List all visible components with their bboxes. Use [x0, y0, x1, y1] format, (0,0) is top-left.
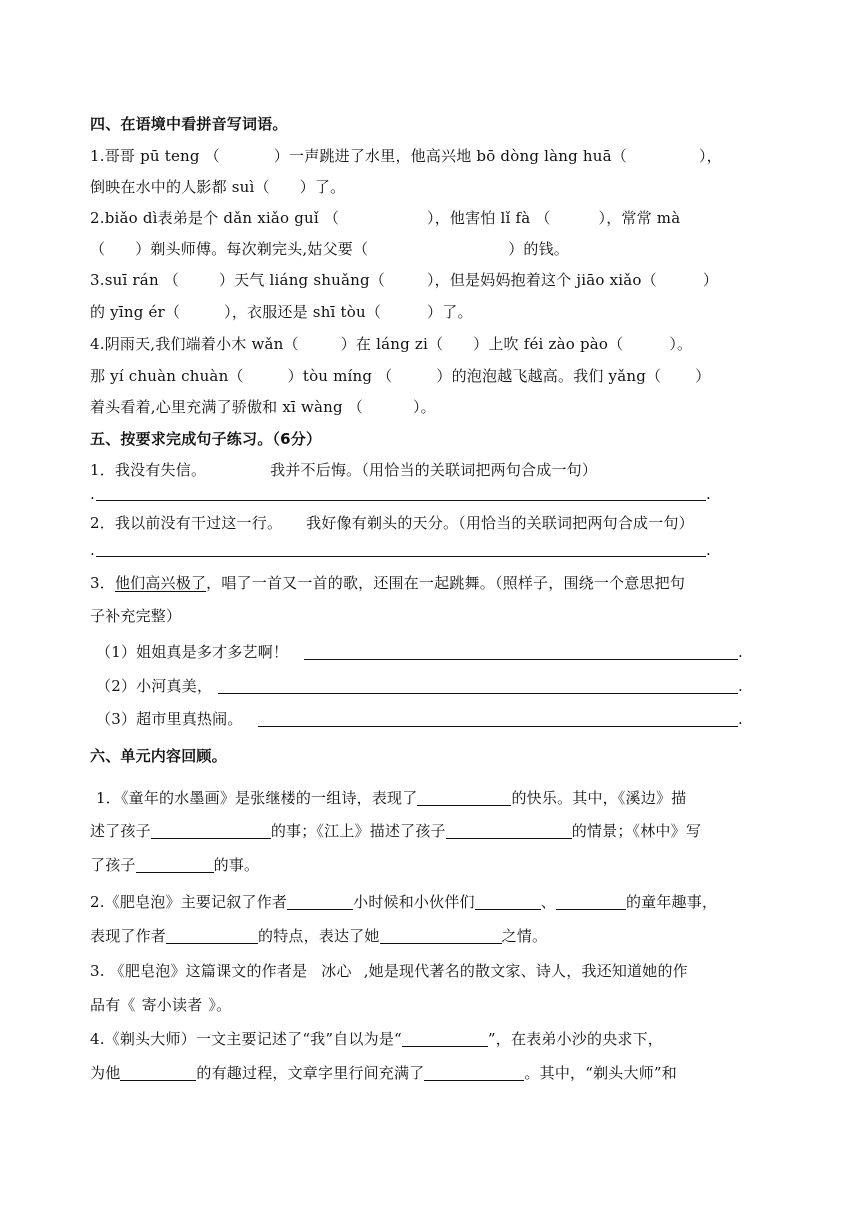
s6-p1 — [96, 788, 790, 808]
fill-blank[interactable] — [380, 927, 502, 944]
text: 的事；《江上》描述了孩子 — [270, 822, 446, 840]
text: ）剃头师傅。每次剃完头,姑父要（ — [135, 240, 369, 258]
text: ）。 — [669, 335, 693, 353]
s5-q2 — [90, 513, 790, 533]
text: 的特点，表达了她 — [258, 927, 380, 945]
section4-title: 四、在语境中看拼音写词语。 — [90, 115, 288, 133]
fill-blank[interactable] — [136, 856, 214, 873]
s6-p6 — [90, 961, 790, 981]
answer-line-q1[interactable] — [96, 500, 706, 501]
s6-p3 — [90, 855, 790, 875]
text: 我并不后悔。（用恰当的关联词把两句合成一句） — [270, 461, 598, 479]
text: 2．我以前没有干过这一行。 — [90, 514, 283, 532]
text: 那 yí chuàn chuàn（ — [90, 367, 244, 385]
text: 述了孩子 — [90, 822, 151, 840]
fill-blank[interactable] — [166, 927, 258, 944]
section5-title: 五、按要求完成句子练习。（6分） — [90, 430, 322, 448]
text: ,她是现代著名的散文家、诗人，我还知道她的作 — [363, 962, 688, 980]
answer-line-s1[interactable] — [304, 659, 738, 660]
s4-line1 — [90, 146, 790, 166]
fill-blank[interactable] — [475, 893, 541, 910]
text: ）天气 liáng shuǎng（ — [218, 271, 385, 289]
text: 3. 《肥皂泡》这篇课文的作者是 — [90, 962, 308, 980]
answer-dot: . — [90, 485, 95, 503]
s6-p8 — [90, 1029, 790, 1049]
text: 为他 — [90, 1064, 121, 1082]
text: 1.哥哥 pū teng （ — [90, 147, 220, 165]
s4-line7 — [90, 334, 790, 354]
s6-p9 — [90, 1063, 790, 1083]
text: ），衣服还是 shī tòu（ — [224, 303, 382, 321]
text: ）的泡泡越飞越高。我们 yǎng（ — [436, 367, 662, 385]
answer-line-q2[interactable] — [96, 556, 706, 557]
text: 的情景；《林中》写 — [571, 822, 702, 840]
text: 之情。 — [501, 927, 548, 945]
s4-line5 — [90, 270, 790, 290]
s6-p5 — [90, 926, 790, 946]
text: ）， — [698, 147, 722, 165]
text: 小时候和小伙伴们 — [353, 893, 475, 911]
answer-work: 寄小读者 — [141, 996, 203, 1014]
s4-line6 — [90, 302, 790, 322]
s5-q1 — [90, 460, 790, 480]
text: 的有趣过程，文章字里行间充满了 — [196, 1064, 425, 1082]
answer-line-s3[interactable] — [258, 726, 738, 727]
fill-blank[interactable] — [446, 822, 572, 839]
answer-bingxin: 冰心 — [321, 962, 352, 980]
s6-p4 — [90, 892, 790, 912]
text: 了孩子 — [90, 856, 136, 874]
s4-line9 — [90, 397, 790, 417]
text: 》。 — [208, 996, 232, 1014]
text: ）在 láng zi（ — [340, 335, 444, 353]
text: （ — [90, 240, 106, 258]
text: 的快乐。其中，《溪边》描 — [511, 789, 687, 807]
text: 1．《童年的水墨画》是张继楼的一组诗，表现了 — [96, 789, 418, 807]
answer-dot: . — [706, 541, 711, 559]
text: ）了。 — [427, 303, 473, 321]
text: ） — [695, 367, 711, 385]
answer-dot: . — [90, 541, 95, 559]
text: ）上吹 féi zào pào（ — [473, 335, 624, 353]
answer-dot: . — [738, 677, 743, 695]
text: 4.阴雨天,我们端着小木 wǎn（ — [90, 335, 299, 353]
answer-dot: . — [706, 485, 711, 503]
answer-dot: . — [738, 710, 743, 728]
text: ），但是妈妈抱着这个 jiāo xiǎo（ — [426, 271, 657, 289]
fill-blank[interactable] — [402, 1030, 488, 1047]
text: ”，在表弟小沙的央求下， — [487, 1030, 663, 1048]
text: 2.biǎo dì表弟是个 dǎn xiǎo guǐ （ — [90, 209, 340, 227]
fill-blank[interactable] — [417, 789, 511, 806]
text: ） — [702, 271, 719, 289]
text: ）tòu míng （ — [287, 367, 393, 385]
text: 着头看着,心里充满了骄傲和 xī wàng （ — [90, 398, 363, 416]
s4-line3 — [90, 208, 790, 228]
text: 我好像有剃头的天分。（用恰当的关联词把两句合成一句） — [306, 514, 694, 532]
text: 4.《剃头大师）一文主要记述了“我”自以为是“ — [90, 1030, 402, 1048]
text: 品有《 — [90, 996, 136, 1014]
fill-blank[interactable] — [151, 822, 271, 839]
section6-title: 六、单元内容回顾。 — [90, 747, 227, 765]
text: 。其中，“剃头大师”和 — [524, 1064, 677, 1082]
s4-line8 — [90, 366, 790, 386]
fill-blank[interactable] — [287, 893, 353, 910]
s4-line4 — [90, 239, 790, 259]
answer-dot: . — [738, 643, 743, 661]
text: 的 yīng ér（ — [90, 303, 181, 321]
text: 倒映在水中的人影都 suì（ — [90, 178, 270, 196]
text: ）。 — [412, 398, 436, 416]
example-underlined: 他们高兴极了 — [114, 574, 207, 592]
text: 3.suī rán （ — [90, 271, 179, 289]
fill-blank[interactable] — [424, 1064, 524, 1081]
s6-p2 — [90, 821, 790, 841]
text: ，唱了一首又一首的歌，还围在一起跳舞。（照样子，围绕一个意思把句 — [206, 574, 686, 592]
s5-q3-cont: 子补充完整） — [90, 607, 182, 625]
text: 的童年趣事， — [625, 893, 718, 911]
text: ）的钱。 — [508, 240, 569, 258]
text: ）了。 — [299, 178, 346, 196]
text: 3． — [90, 574, 115, 592]
text: 的事。 — [213, 856, 260, 874]
fill-blank[interactable] — [120, 1064, 196, 1081]
text: （2）小河真美， — [96, 677, 213, 695]
text: ）一声跳进了水里，他高兴地 bō dòng làng huā（ — [273, 147, 627, 165]
text: 表现了作者 — [90, 927, 167, 945]
text: 2.《肥皂泡》主要记叙了作者 — [90, 893, 288, 911]
s4-line2 — [90, 177, 790, 197]
text: （3）超市里真热闹。 — [96, 710, 243, 728]
text: （1）姐姐真是多才多艺啊！ — [96, 643, 289, 661]
fill-blank[interactable] — [556, 893, 626, 910]
s6-p7 — [90, 995, 790, 1015]
text: ），他害怕 lǐ fà （ — [427, 209, 551, 227]
text: 1．我没有失信。 — [90, 461, 207, 479]
text: ），常常 mà — [598, 209, 681, 227]
text: 、 — [540, 893, 556, 911]
answer-line-s2[interactable] — [218, 693, 738, 694]
s5-q3 — [90, 573, 790, 593]
